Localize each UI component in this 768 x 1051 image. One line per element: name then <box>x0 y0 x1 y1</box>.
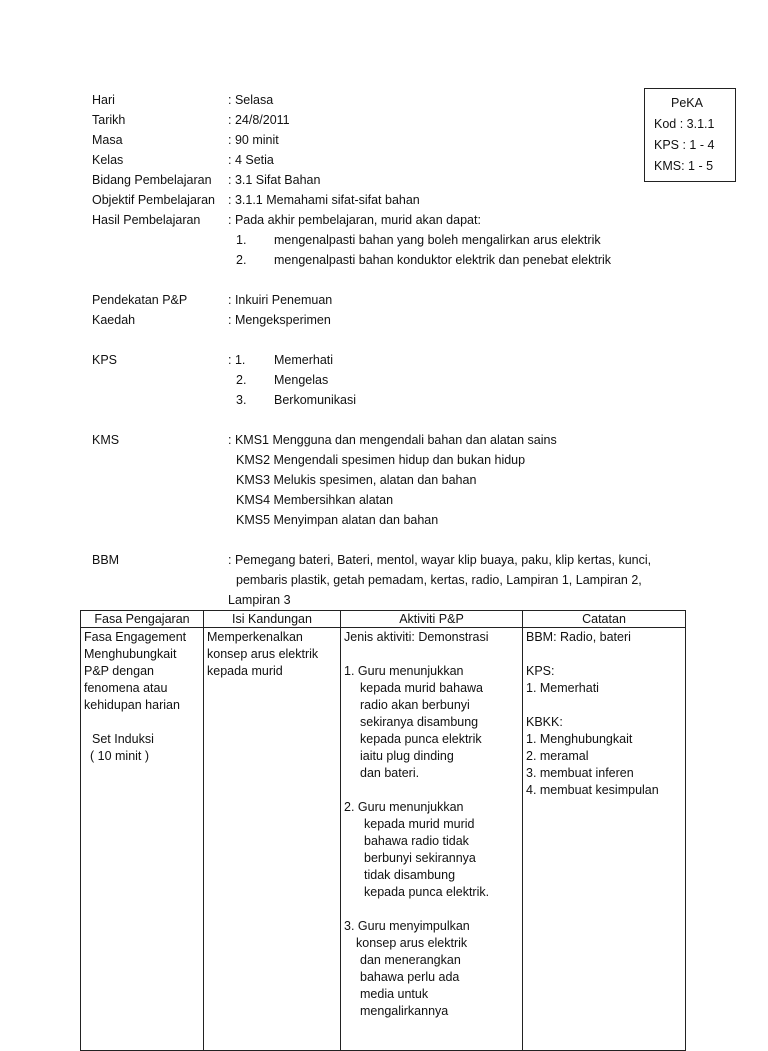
fasa-line: fenomena atau <box>84 681 168 695</box>
aktiviti-step-line: tidak disambung <box>364 868 456 882</box>
info-row-pendekatan <box>92 290 692 310</box>
isi-line: kepada murid <box>207 664 283 678</box>
bbm-line: : Pemegang bateri, Bateri, mentol, wayar klip buaya, paku, klip kertas, kunci, <box>228 553 652 567</box>
aktiviti-step-line: dan menerangkan <box>360 953 461 967</box>
kps-first-text: Memerhati <box>274 353 334 367</box>
catatan-kps-item: 1. Memerhati <box>526 681 599 695</box>
kms-label: KMS <box>92 433 120 447</box>
kps-item <box>92 390 692 410</box>
aktiviti-step-line: kepada murid bahawa <box>360 681 483 695</box>
header-aktiviti: Aktiviti P&P <box>341 611 523 628</box>
aktiviti-step-line: konsep arus elektrik <box>356 936 468 950</box>
isi-line: konsep arus elektrik <box>207 647 319 661</box>
aktiviti-cell <box>341 628 523 1051</box>
lesson-table <box>80 610 686 1051</box>
kms-line: KMS5 Menyimpan alatan dan bahan <box>236 513 439 527</box>
aktiviti-step-line: bahawa perlu ada <box>360 970 460 984</box>
info-row-kaedah <box>92 310 692 330</box>
kaedah-value: : Mengeksperimen <box>228 313 331 327</box>
peka-kod: Kod : 3.1.1 <box>654 117 715 131</box>
aktiviti-jenis: Jenis aktiviti: Demonstrasi <box>344 630 489 644</box>
info-row-hasil <box>92 210 692 230</box>
hasil-label: Hasil Pembelajaran <box>92 213 201 227</box>
objektif-label: Objektif Pembelajaran <box>92 193 215 207</box>
kaedah-label: Kaedah <box>92 313 136 327</box>
kps-label: KPS <box>92 353 118 367</box>
info-row-tarikh <box>92 110 692 130</box>
pendekatan-label: Pendekatan P&P <box>92 293 188 307</box>
pendekatan-value: : Inkuiri Penemuan <box>228 293 333 307</box>
aktiviti-step-line: berbunyi sekirannya <box>364 851 476 865</box>
peka-kps: KPS : 1 - 4 <box>654 138 715 152</box>
fasa-line: kehidupan harian <box>84 698 180 712</box>
aktiviti-step-line: bahawa radio tidak <box>364 834 469 848</box>
aktiviti-step-line: kepada murid murid <box>364 817 475 831</box>
info-row-masa <box>92 130 692 150</box>
hasil-item <box>92 230 692 250</box>
aktiviti-step-line: media untuk <box>360 987 429 1001</box>
lesson-info <box>92 90 692 610</box>
hasil-value: : Pada akhir pembelajaran, murid akan dapat: <box>228 213 481 227</box>
aktiviti-step-line: sekiranya disambung <box>360 715 479 729</box>
kms-line: : KMS1 Mengguna dan mengendali bahan dan alatan sains <box>228 433 557 447</box>
aktiviti-step-line: iaitu plug dinding <box>360 749 454 763</box>
set-induksi: Set Induksi <box>92 732 154 746</box>
catatan-kbkk-item: 2. meramal <box>526 749 589 763</box>
fasa-line: Menghubungkait <box>84 647 177 661</box>
aktiviti-step-line: dan bateri. <box>360 766 420 780</box>
kps-item-text: Mengelas <box>274 373 329 387</box>
hasil-item-text: mengenalpasti bahan konduktor elektrik dan penebat elektrik <box>274 253 612 267</box>
catatan-kbkk-item: 3. membuat inferen <box>526 766 634 780</box>
kelas-value: : 4 Setia <box>228 153 274 167</box>
catatan-kbkk-item: 1. Menghubungkait <box>526 732 633 746</box>
kms-line: KMS2 Mengendali spesimen hidup dan bukan hidup <box>236 453 526 467</box>
aktiviti-step-line: kepada punca elektrik. <box>364 885 490 899</box>
peka-kms: KMS: 1 - 5 <box>654 159 714 173</box>
info-row-bbm <box>92 550 692 570</box>
catatan-kbkk-label: KBKK: <box>526 715 563 729</box>
tarikh-label: Tarikh <box>92 113 126 127</box>
kelas-label: Kelas <box>92 153 124 167</box>
bbm-line: Lampiran 3 <box>228 593 291 607</box>
isi-line: Memperkenalkan <box>207 630 303 644</box>
bbm-label: BBM <box>92 553 120 567</box>
header-fasa: Fasa Pengajaran <box>81 611 204 628</box>
hasil-item-text: mengenalpasti bahan yang boleh mengalirkan arus elektrik <box>274 233 601 247</box>
kps-item-number: 3. <box>236 393 247 407</box>
peka-title: PeKA <box>671 96 703 110</box>
kps-item-text: Berkomunikasi <box>274 393 356 407</box>
bidang-value: : 3.1 Sifat Bahan <box>228 173 321 187</box>
fasa-cell <box>81 628 204 1051</box>
tarikh-value: : 24/8/2011 <box>228 113 290 127</box>
fasa-line: P&P dengan <box>84 664 154 678</box>
fasa-line: Fasa Engagement <box>84 630 187 644</box>
set-induksi-duration: ( 10 minit ) <box>90 749 150 763</box>
info-row-kelas <box>92 150 692 170</box>
masa-value: : 90 minit <box>228 133 279 147</box>
catatan-bbm: BBM: Radio, bateri <box>526 630 631 644</box>
isi-cell <box>204 628 341 1051</box>
catatan-kbkk-item: 4. membuat kesimpulan <box>526 783 659 797</box>
info-row-objektif <box>92 190 692 210</box>
catatan-kps-label: KPS: <box>526 664 555 678</box>
kms-line: KMS4 Membersihkan alatan <box>236 493 394 507</box>
aktiviti-step-line: radio akan berbunyi <box>360 698 470 712</box>
hasil-item-number: 1. <box>236 233 247 247</box>
masa-label: Masa <box>92 133 123 147</box>
kps-item <box>92 370 692 390</box>
info-row-kps <box>92 350 692 370</box>
header-isi: Isi Kandungan <box>204 611 341 628</box>
header-catatan: Catatan <box>523 611 686 628</box>
hari-value: : Selasa <box>228 93 274 107</box>
info-row-hari <box>92 90 692 110</box>
info-row-kms <box>92 430 692 450</box>
bidang-label: Bidang Pembelajaran <box>92 173 212 187</box>
hasil-item-number: 2. <box>236 253 247 267</box>
kms-line: KMS3 Melukis spesimen, alatan dan bahan <box>236 473 477 487</box>
table-row <box>81 628 686 1051</box>
catatan-cell <box>523 628 686 1051</box>
bbm-line: pembaris plastik, getah pemadam, kertas, radio, Lampiran 1, Lampiran 2, <box>236 573 642 587</box>
info-row-bidang <box>92 170 692 190</box>
kps-item-number: 2. <box>236 373 247 387</box>
aktiviti-step-first: 3. Guru menyimpulkan <box>344 919 470 933</box>
aktiviti-step-first: 2. Guru menunjukkan <box>344 800 464 814</box>
aktiviti-step-line: mengalirkannya <box>360 1004 449 1018</box>
hari-label: Hari <box>92 93 115 107</box>
table-header-row <box>81 611 686 628</box>
kps-first-number: : 1. <box>228 353 246 367</box>
hasil-item <box>92 250 692 270</box>
aktiviti-step-line: kepada punca elektrik <box>360 732 482 746</box>
objektif-value: : 3.1.1 Memahami sifat-sifat bahan <box>228 193 420 207</box>
aktiviti-step-first: 1. Guru menunjukkan <box>344 664 464 678</box>
